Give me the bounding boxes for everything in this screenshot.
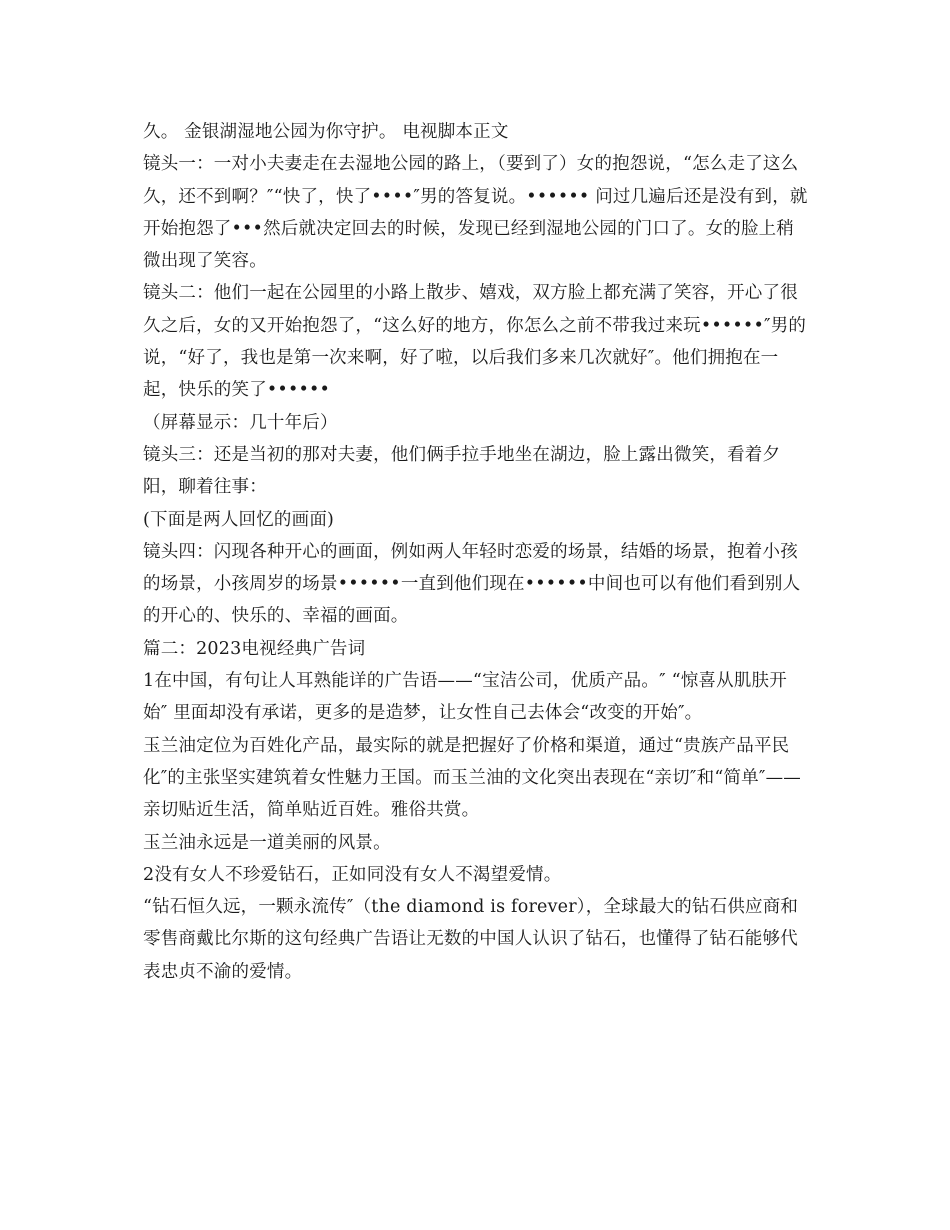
paragraph-shot-four: 镜头四：闪现各种开心的画面，例如两人年轻时恋爱的场景，结婚的场景，抱着小孩的场景，小孩周岁的场景••••••一直到他们现在••••••中间也可以有他们看到别人的开心的、快乐的、幸福的画面。 [143,541,801,627]
paragraph-ad-two: 2没有女人不珍爱钻石，正如同没有女人不渴望爱情。 [143,864,562,885]
paragraph-olay-positioning: 玉兰油定位为百姓化产品，最实际的就是把握好了价格和渠道，通过“贵族产品平民化″的主张坚实建筑着女性魅力王国。而玉兰油的文化突出表现在“亲切″和“简单″——亲切贴近生活，简单贴近百姓。雅俗共赏。 [143,735,802,821]
paragraph-diamond-slogan: “钻石恒久远，一颗永流传″（the diamond is forever），全球最大的钻石供应商和零售商戴比尔斯的这句经典广告语让无数的中国人认识了钻石，也懂得了钻石能够代表忠贞不渝的爱情。 [143,897,799,982]
paragraph-shot-one: 镜头一：一对小夫妻走在去湿地公园的路上，（要到了）女的抱怨说，“怎么走了这么久，还不到啊？″“快了，快了••••″男的答复说。•••••• 问过几遍后还是没有到，就开始抱怨了•••然后就决定回去的时候，发现已经到湿地公园的门口了。女的脸上稍微出现了笑容。 [143,154,808,272]
paragraph-memory-note: (下面是两人回忆的画面) [143,509,335,530]
paragraph-shot-three: 镜头三：还是当初的那对夫妻，他们俩手拉手地坐在湖边，脸上露出微笑，看着夕阳，聊着往事： [143,444,781,498]
paragraph-olay-scenery: 玉兰油永远是一道美丽的风景。 [143,832,391,853]
paragraph-intro-line: 久。 金银湖湿地公园为你守护。 电视脚本正文 [143,122,509,142]
document-body [143,116,808,988]
paragraph-screen-caption: （屏幕显示：几十年后） [143,412,338,433]
section-heading-part-two: 篇二：2023电视经典广告词 [143,638,366,659]
paragraph-ad-one: 1在中国，有句让人耳熟能详的广告语——“宝洁公司，优质产品。″ “惊喜从肌肤开始″ 里面却没有承诺，更多的是造梦，让女性自己去体会“改变的开始″。 [143,671,787,724]
paragraph-shot-two: 镜头二：他们一起在公园里的小路上散步、嬉戏，双方脸上都充满了笑容，开心了很久之后，女的又开始抱怨了，“这么好的地方，你怎么之前不带我过来玩••••••″男的说，“好了，我也是第一次来啊，好了啦，以后我们多来几次就好″。他们拥抱在一起，快乐的笑了•••••• [143,283,807,401]
